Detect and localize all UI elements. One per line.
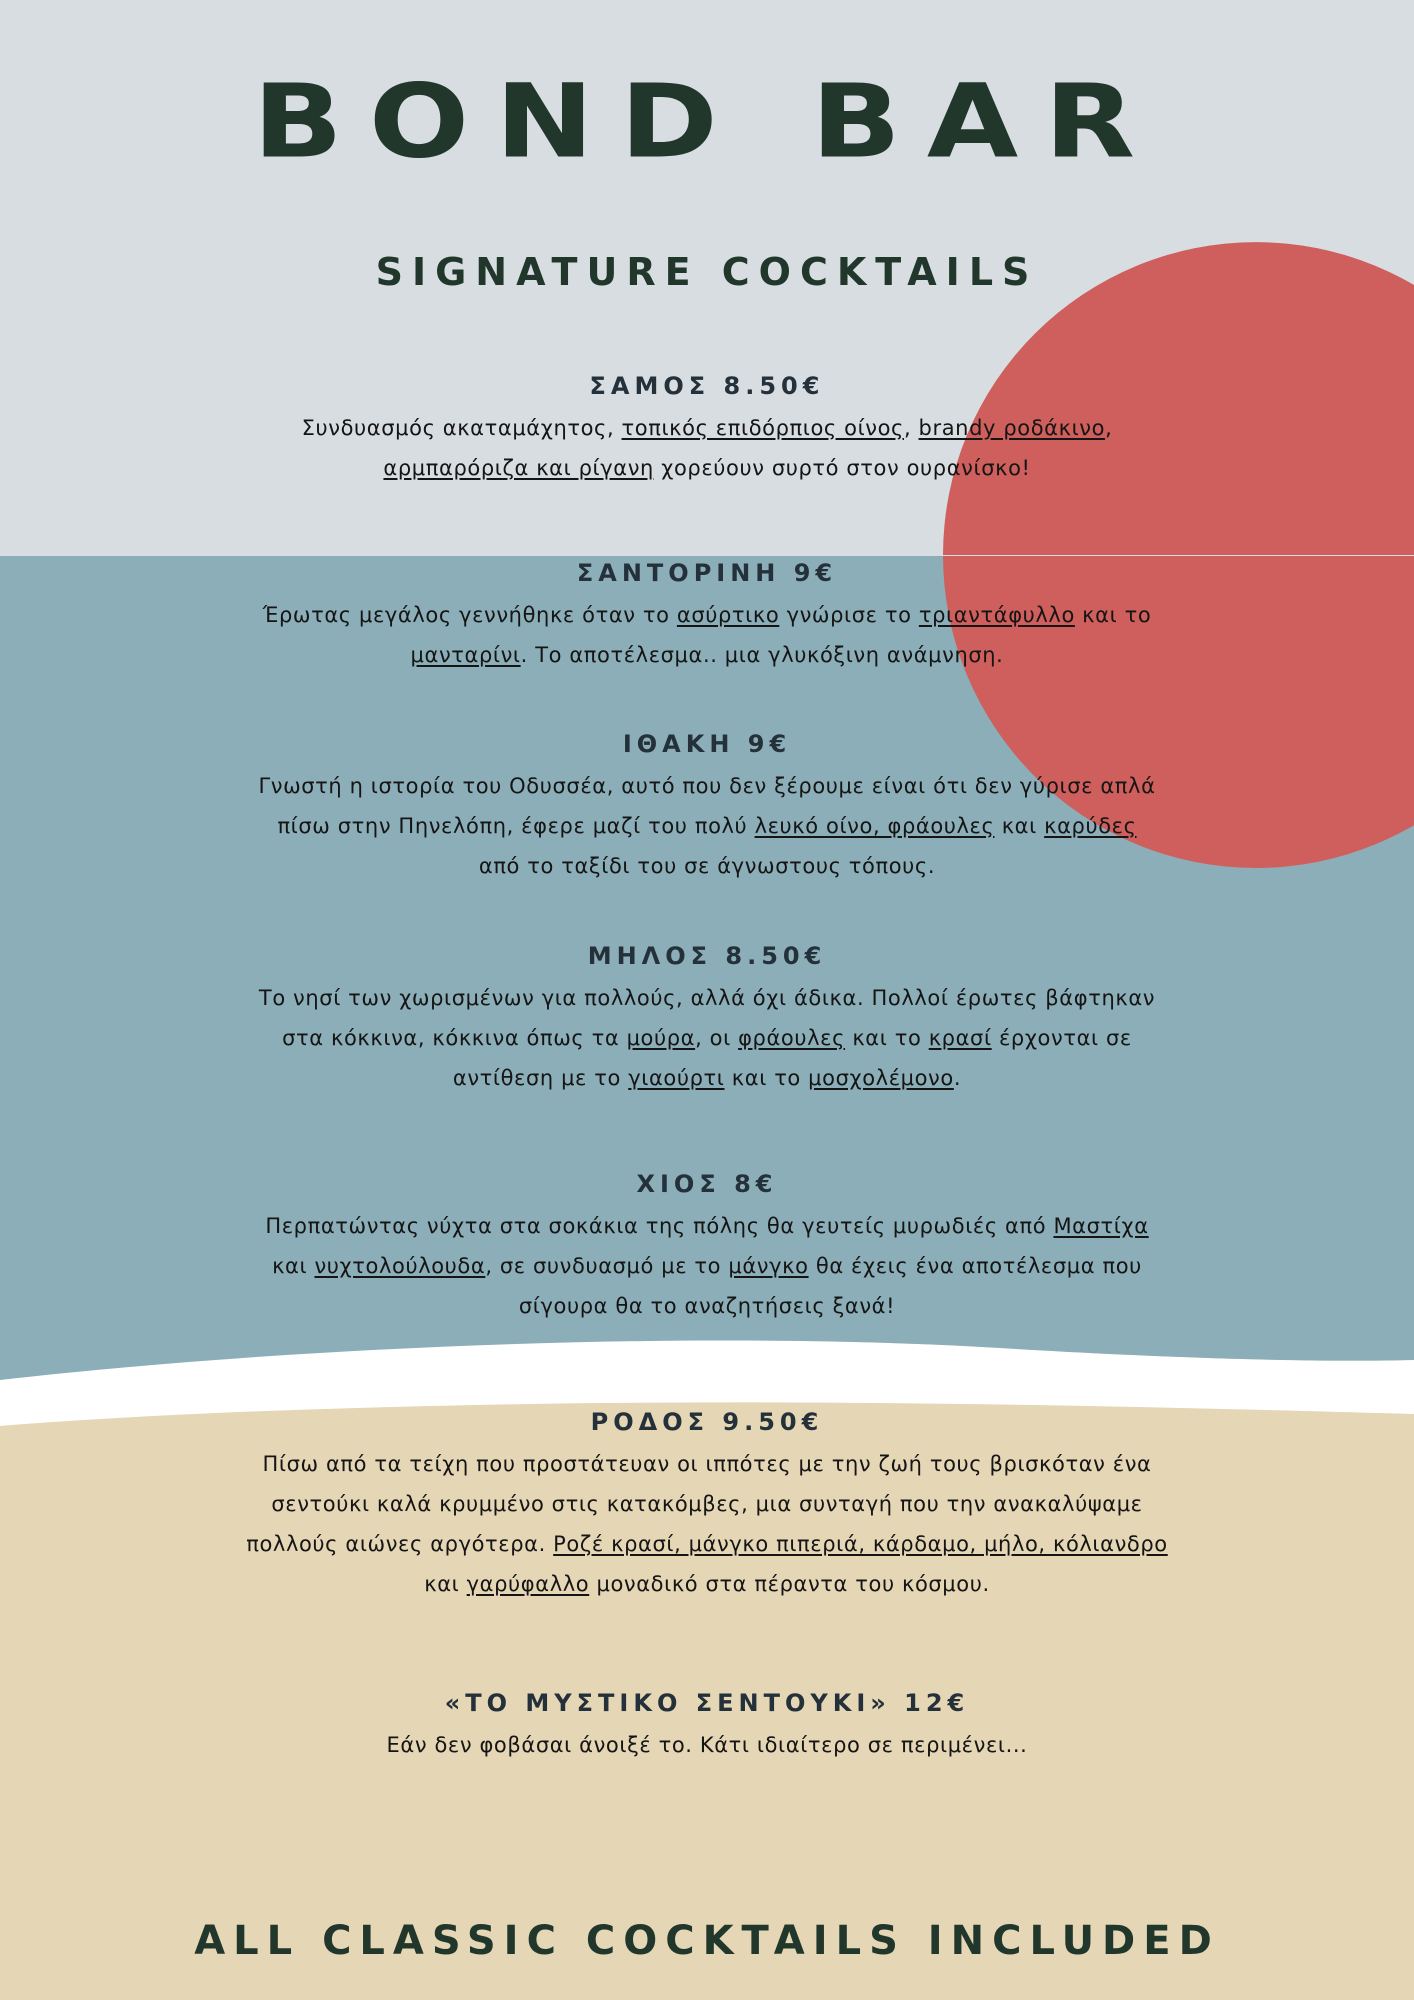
menu-item-description: [200, 1444, 1214, 1604]
description-text: ,: [1105, 416, 1113, 440]
ingredient-highlight: αρμπαρόριζα και ρίγανη: [383, 456, 654, 480]
menu-item-milos: [200, 942, 1214, 1098]
ingredient-highlight: τοπικός επιδόρπιος οίνος: [621, 416, 904, 440]
description-text: από το ταξίδι του σε άγνωστους τόπους.: [478, 854, 936, 878]
description-text: μοναδικό στα πέραντα του κόσμου.: [589, 1572, 990, 1596]
menu-item-description: [200, 1725, 1214, 1765]
description-text: , οι: [695, 1026, 739, 1050]
description-text: πολλούς αιώνες αργότερα.: [246, 1532, 554, 1556]
ingredient-highlight: γαρύφαλλο: [466, 1572, 590, 1596]
menu-item-rodos: [200, 1408, 1214, 1604]
description-text: χορεύουν συρτό στον ουρανίσκο!: [653, 456, 1031, 480]
ingredient-highlight: φράουλες: [738, 1026, 846, 1050]
menu-item-description: [200, 408, 1214, 488]
ingredient-highlight: λευκό οίνο, φράουλες: [754, 814, 995, 838]
description-text: θα έχεις ένα αποτέλεσμα που: [808, 1254, 1142, 1278]
description-text: , σε συνδυασμό με το: [485, 1254, 729, 1278]
menu-item-title: ΧΙΟΣ 8€: [636, 1170, 778, 1198]
description-text: αντίθεση με το: [452, 1066, 629, 1090]
description-text: γνώρισε το: [779, 603, 919, 627]
menu-item-title: «ΤΟ ΜΥΣΤΙΚΟ ΣΕΝΤΟΥΚΙ» 12€: [444, 1689, 970, 1717]
description-text: Γνωστή η ιστορία του Οδυσσέα, αυτό που δεν ξέρουμε είναι ότι δεν γύρισε απλά: [258, 774, 1156, 798]
description-text: σίγουρα θα το αναζητήσεις ξανά!: [518, 1294, 896, 1318]
description-text: .: [953, 1066, 962, 1090]
ingredient-highlight: τριαντάφυλλο: [918, 603, 1075, 627]
ingredient-highlight: κρασί: [928, 1026, 992, 1050]
menu-item-mystery-chest: [200, 1689, 1214, 1765]
description-text: Εάν δεν φοβάσαι άνοιξέ το. Κάτι ιδιαίτερο σε περιμένει...: [386, 1733, 1028, 1757]
footer-note: ALL CLASSIC COCKTAILS INCLUDED: [194, 1918, 1220, 1964]
menu-item-title: ΣΑΜΟΣ 8.50€: [589, 372, 825, 400]
description-text: έρχονται σε: [991, 1026, 1132, 1050]
menu-item-samos: [200, 372, 1214, 488]
ingredient-highlight: μανταρίνι: [410, 643, 521, 667]
description-text: ,: [903, 416, 919, 440]
description-text: και: [424, 1572, 467, 1596]
menu-item-santorini: [200, 559, 1214, 675]
menu-item-description: [200, 595, 1214, 675]
ingredient-highlight: μοσχολέμονο: [808, 1066, 954, 1090]
ingredient-highlight: νυχτολούλουδα: [314, 1254, 486, 1278]
menu-item-title: ΙΘΑΚΗ 9€: [622, 730, 792, 758]
menu-item-chios: [200, 1170, 1214, 1326]
ingredient-highlight: ασύρτικο: [676, 603, 780, 627]
menu-item-title: ΣΑΝΤΟΡΙΝΗ 9€: [576, 559, 838, 587]
description-text: Περπατώντας νύχτα στα σοκάκια της πόλης θα γευτείς μυρωδιές από: [265, 1214, 1054, 1238]
ingredient-highlight: Ροζέ κρασί, μάνγκο πιπεριά, κάρδαμο, μήλο, κόλιανδρο: [553, 1532, 1168, 1556]
ingredient-highlight: γιαούρτι: [628, 1066, 725, 1090]
description-text: Συνδυασμός ακαταμάχητος,: [301, 416, 622, 440]
ingredient-highlight: μάνγκο: [728, 1254, 809, 1278]
menu-item-title: ΡΟΔΟΣ 9.50€: [590, 1408, 824, 1436]
description-text: Έρωτας μεγάλος γεννήθηκε όταν το: [262, 603, 677, 627]
ingredient-highlight: μούρα: [626, 1026, 696, 1050]
description-text: σεντούκι καλά κρυμμένο στις κατακόμβες, μια συνταγή που την ανακαλύψαμε: [271, 1492, 1143, 1516]
menu-item-description: [200, 1206, 1214, 1326]
menu-item-ithaki: [200, 730, 1214, 886]
description-text: και: [994, 814, 1045, 838]
description-text: και το: [845, 1026, 929, 1050]
ingredient-highlight: brandy ροδάκινο: [918, 416, 1106, 440]
page-title: BOND BAR: [252, 61, 1162, 181]
description-text: Πίσω από τα τείχη που προστάτευαν οι ιππότες με την ζωή τους βρισκόταν ένα: [262, 1452, 1152, 1476]
menu-item-description: [200, 978, 1214, 1098]
description-text: πίσω στην Πηνελόπη, έφερε μαζί του πολύ: [277, 814, 755, 838]
description-text: στα κόκκινα, κόκκινα όπως τα: [282, 1026, 627, 1050]
description-text: . Το αποτέλεσμα.. μια γλυκόξινη ανάμνηση.: [520, 643, 1004, 667]
ingredient-highlight: Μαστίχα: [1053, 1214, 1149, 1238]
description-text: και το: [1074, 603, 1152, 627]
menu-item-title: ΜΗΛΟΣ 8.50€: [587, 942, 827, 970]
page-subtitle: SIGNATURE COCKTAILS: [375, 250, 1039, 294]
description-text: και: [272, 1254, 315, 1278]
menu-item-description: [200, 766, 1214, 886]
ingredient-highlight: καρύδες: [1044, 814, 1137, 838]
description-text: Το νησί των χωρισμένων για πολλούς, αλλά όχι άδικα. Πολλοί έρωτες βάφτηκαν: [258, 986, 1156, 1010]
description-text: και το: [724, 1066, 809, 1090]
